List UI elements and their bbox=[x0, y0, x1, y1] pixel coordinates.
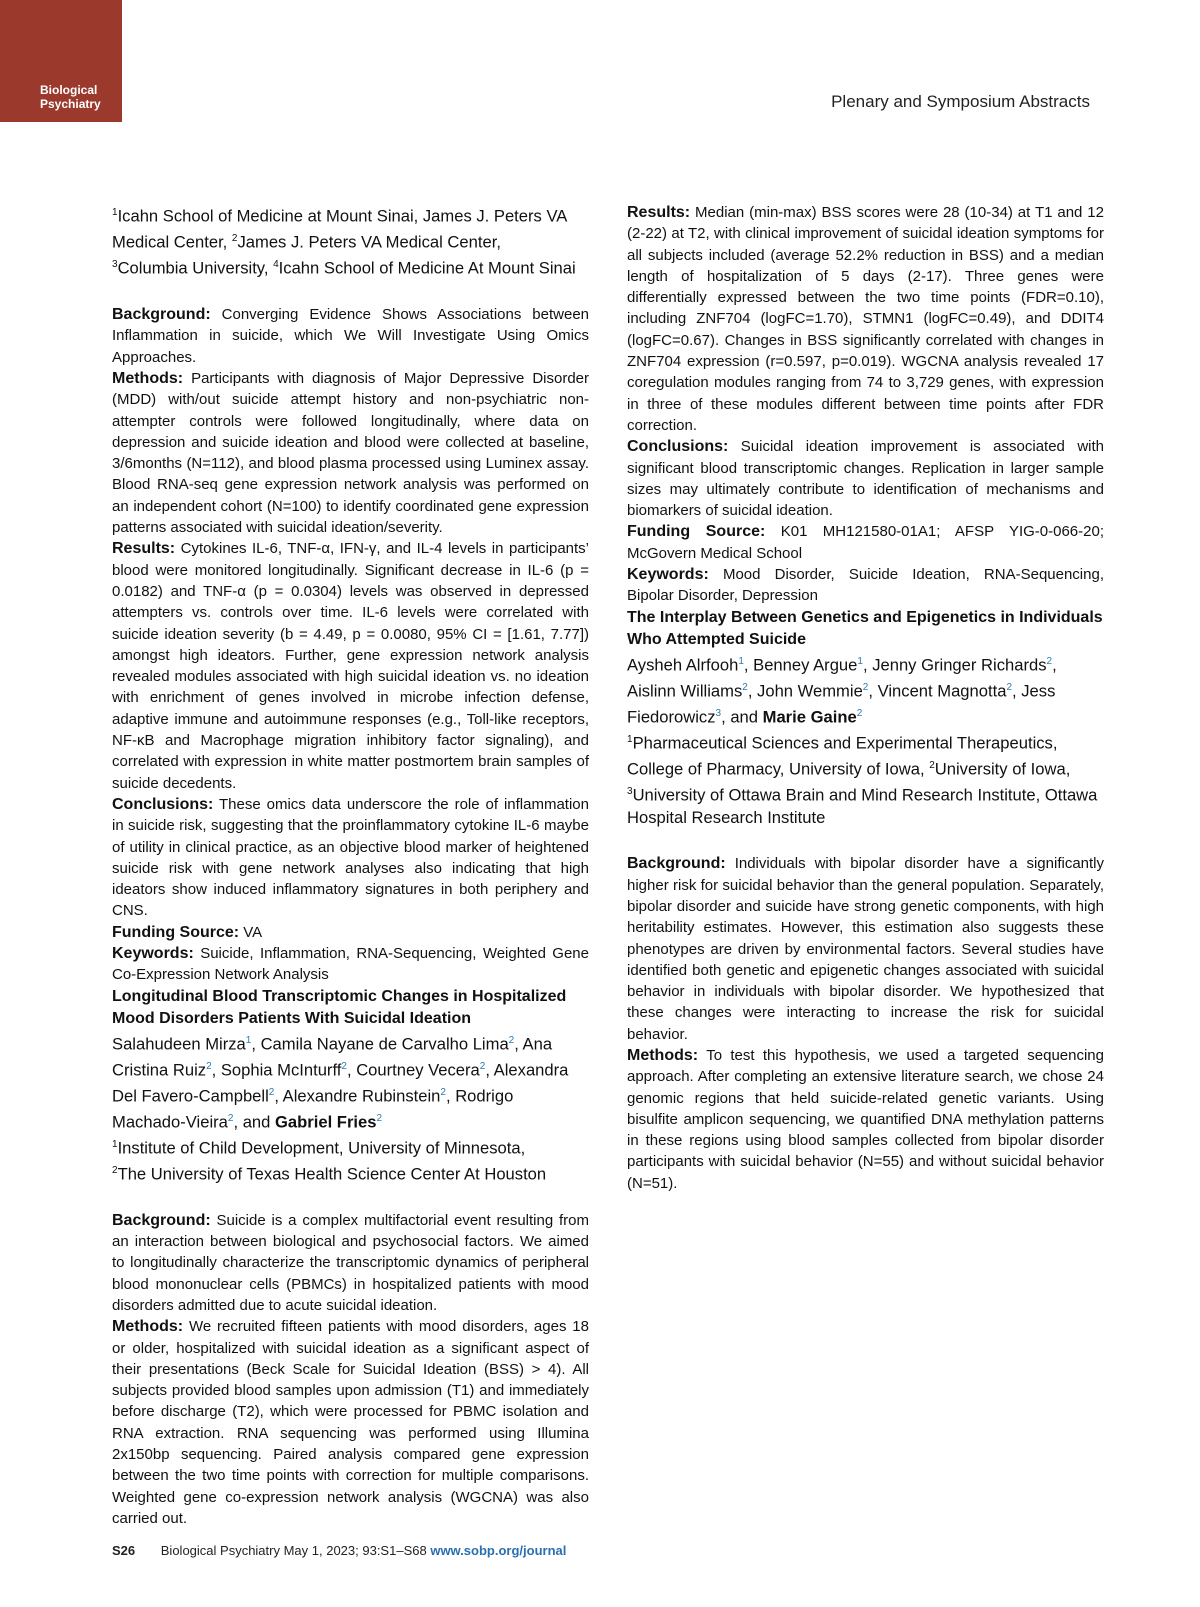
abstract3-author-name: Marie Gaine bbox=[762, 707, 857, 727]
abstract1-aff-1: Icahn School of Medicine at Mount Sinai, James J. Peters VA Medical Center, bbox=[112, 206, 567, 252]
abstract3-author-affiliation-marker: 2 bbox=[742, 681, 748, 693]
abstract3-author-affiliation-marker: 1 bbox=[857, 655, 863, 667]
abstract2-author-separator: , bbox=[274, 1086, 283, 1106]
abstract3-methods bbox=[627, 1045, 1104, 1194]
page-footer bbox=[112, 1543, 566, 1558]
abstract2-funding-text: K01 MH121580-01A1; AFSP YIG-0-066-20; McGovern Medical School bbox=[627, 523, 1104, 562]
section-header: Plenary and Symposium Abstracts bbox=[831, 92, 1090, 111]
methods-label: Methods: bbox=[627, 1047, 699, 1064]
abstract2-background bbox=[112, 1210, 589, 1316]
journal-logo-badge bbox=[0, 0, 122, 122]
abstract1-background bbox=[112, 304, 589, 368]
abstract3-author-separator: , bbox=[1052, 655, 1057, 675]
abstract2-keywords-text: Mood Disorder, Suicide Ideation, RNA-Sequencing, Bipolar Disorder, Depression bbox=[627, 566, 1104, 605]
abstract3-author-separator: , bbox=[747, 681, 758, 701]
abstract3-author-separator: , bbox=[1012, 681, 1022, 701]
abstract2-conclusions bbox=[627, 436, 1104, 521]
abstract1-keywords bbox=[112, 943, 589, 986]
abstract2-author-separator: , bbox=[211, 1060, 221, 1080]
abstract2-author-separator: , bbox=[445, 1086, 456, 1106]
abstract3-author-affiliation-marker: 2 bbox=[1046, 655, 1053, 667]
methods-label: Methods: bbox=[112, 369, 184, 387]
page-number: S26 bbox=[112, 1543, 136, 1558]
abstract3-author-name: Vincent Magnotta bbox=[877, 681, 1007, 701]
abstract2-author-separator: , bbox=[485, 1060, 494, 1080]
abstract3-author-separator: , bbox=[862, 655, 873, 675]
abstract1-methods bbox=[112, 368, 589, 538]
abstract2-author-affiliation-marker: 2 bbox=[440, 1086, 446, 1098]
abstract2-author-name: Alexandre Rubinstein bbox=[282, 1086, 441, 1106]
abstract3-background bbox=[627, 853, 1104, 1045]
abstract1-conclusions-text: These omics data underscore the role of inflammation in suicide risk, suggesting that the proinflammatory cytokine IL-6 maybe of utility in clinical practice, as an objective blood marker of heightened suicide risk with gene network analyses also indicating that high ideators show induced inflammatory signatures in both periphery and CNS. bbox=[112, 795, 589, 920]
abstract2-results bbox=[627, 202, 1104, 436]
abstract2-author-name: Gabriel Fries bbox=[275, 1112, 377, 1132]
abstract3-authors bbox=[627, 651, 1104, 729]
left-column bbox=[112, 202, 589, 1529]
journal-url-link[interactable]: www.sobp.org/journal bbox=[430, 1543, 567, 1558]
abstract3-methods-text: To test this hypothesis, we used a targeted sequencing approach. After completing an extensive literature search, we chose 24 genomic regions that held suicide-related genetic variants. Using bisulfite amplicon sequencing, we quantified DNA methylation patterns in these regions using blood samples collected from bipolar disorder participants with suicidal behavior (N=55) and without suicidal behavior (N=51). bbox=[627, 1047, 1104, 1192]
abstract2-author-separator: , bbox=[346, 1060, 357, 1080]
background-label: Background: bbox=[627, 855, 726, 873]
abstract2-affiliations: $^1$Institute of Child Development, University of Minnesota, $^2$The University of Texas Health Science Center At Houston bbox=[112, 1138, 547, 1184]
abstract2-author-affiliation-marker: 2 bbox=[479, 1060, 486, 1072]
abstract3-aff-1: Pharmaceutical Sciences and Experimental Therapeutics, College of Pharmacy, University of Iowa, bbox=[627, 733, 1058, 779]
abstract2-author-affiliation-marker: 2 bbox=[227, 1112, 234, 1124]
abstract2-author-affiliation-marker: 2 bbox=[376, 1112, 383, 1124]
abstract2-results-text: Median (min-max) BSS scores were 28 (10-34) at T1 and 12 (2-22) at T2, with clinical improvement of suicidal ideation symptoms for all subjects included (average 52.2% reduction in BSS) and a median length of hospitalization of 5 days (2-17). Three genes were differentially expressed between the two time points (FDR=0.10), including ZNF704 (logFC=1.70), STMN1 (logFC=0.49), and DDIT4 (logFC=0.67). Changes in BSS significantly correlated with changes in ZNF704 expression (r=0.597, p=0.019). WGCNA analysis revealed 17 coregulation modules ranging from 74 to 3,729 genes, with expression in three of these modules different between time points after FDR correction. bbox=[627, 204, 1104, 434]
keywords-label: Keywords: bbox=[627, 566, 709, 584]
abstract2-author-name: Alexandra Del Favero-Campbell bbox=[112, 1060, 569, 1106]
conclusions-label: Conclusions: bbox=[112, 795, 214, 813]
abstract1-funding bbox=[112, 922, 589, 943]
abstract3-author-separator: , bbox=[743, 655, 754, 675]
abstract1-results bbox=[112, 538, 589, 794]
results-label: Results: bbox=[627, 204, 691, 221]
abstract3-author-name: Aislinn Williams bbox=[627, 681, 743, 701]
abstract3-author-name: Aysheh Alrfooh bbox=[627, 655, 739, 675]
abstract2-author-affiliation-marker: 2 bbox=[341, 1060, 347, 1072]
abstract1-aff-3: Columbia University, bbox=[117, 258, 274, 278]
abstract1-conclusions bbox=[112, 794, 589, 922]
abstract3-aff-2: University of Iowa, bbox=[934, 759, 1071, 779]
methods-label: Methods: bbox=[112, 1318, 184, 1336]
abstract2-author-name: Courtney Vecera bbox=[356, 1060, 480, 1080]
abstract1-results-text: Cytokines IL-6, TNF-α, IFN-γ, and IL-4 levels in participants’ blood were monitored longitudinally. Significant decrease in IL-6 (p = 0.0182) and TNF-α (p = 0.0304) levels was observed in depressed attempters vs. controls over time. IL-6 levels were correlated with suicide ideation severity (b = 4.49, p = 0.0080, 95% CI = [1.61, 7.77]) amongst high ideators. Further, gene expression network analysis revealed modules associated with high suicidal ideation vs. no ideation with enrichment of genes involved in microbe infection defense, adaptive immune and autoimmune responses (e.g., Toll-like receptors, NF-κB and Macrophage migration inhibitory factor signaling), and correlated with expression in white matter postmortem brain samples of suicide decedents. bbox=[112, 540, 590, 792]
abstract3-aff-3: University of Ottawa Brain and Mind Research Institute, Ottawa Hospital Research Institute bbox=[627, 785, 1098, 827]
abstract2-keywords bbox=[627, 564, 1104, 607]
abstract2-author-separator: , and bbox=[233, 1112, 276, 1132]
abstract1-keywords-text: Suicide, Inflammation, RNA-Sequencing, Weighted Gene Co-Expression Network Analysis bbox=[112, 945, 589, 984]
right-column bbox=[627, 202, 1104, 1194]
abstract2-author-affiliation-marker: 2 bbox=[268, 1086, 275, 1098]
abstract3-author-name: Benney Argue bbox=[753, 655, 858, 675]
abstract2-author-name: Camila Nayane de Carvalho Lima bbox=[260, 1034, 509, 1054]
funding-label: Funding Source: bbox=[627, 523, 766, 541]
abstract2-title: Longitudinal Blood Transcriptomic Changes in Hospitalized Mood Disorders Patients With Suicidal Ideation bbox=[112, 987, 567, 1027]
abstract2-author-affiliation-marker: 2 bbox=[508, 1034, 515, 1046]
abstract2-aff-2: The University of Texas Health Science Center At Houston bbox=[117, 1164, 547, 1184]
funding-label: Funding Source: bbox=[112, 923, 240, 941]
abstract1-methods-text: Participants with diagnosis of Major Depressive Disorder (MDD) with/out suicide attempt history and non-psychiatric non-attempter controls were followed longitudinally, where data on depression and suicide ideation and blood were collected at baseline, 3/6months (N=112), and blood plasma processed using Luminex assay. Blood RNA-seq gene expression network analysis was performed on an independent cohort (N=100) to identify coordinated gene expression patterns associated with suicidal ideation/severity. bbox=[112, 369, 589, 537]
abstract3-author-affiliation-marker: 2 bbox=[862, 681, 869, 693]
abstract3-background-text: Individuals with bipolar disorder have a significantly higher risk for suicidal behavior than the general population. Separately, bipolar disorder and suicide have strong genetic components, with high heritability estimates. However, this estimation also suggests these phenotypes are driven by environmental factors. Several studies have identified both genetic and epigenetic changes associated with suicidal behavior in individuals with bipolar disorder. We hypothesized that these changes were interacting to increase the risk for suicidal behavior. bbox=[627, 855, 1104, 1043]
abstract2-author-name: Rodrigo Machado-Vieira bbox=[112, 1086, 514, 1132]
abstract2-author-name: Salahudeen Mirza bbox=[112, 1034, 246, 1054]
conclusions-label: Conclusions: bbox=[627, 438, 729, 456]
abstract2-conclusions-text: Suicidal ideation improvement is associated with significant blood transcriptomic changes. Replication in larger sample sizes may ultimately contribute to identification of mechanisms and biomarkers of suicidal ideation. bbox=[627, 438, 1105, 520]
background-label: Background: bbox=[112, 306, 211, 324]
abstract2-author-affiliation-marker: 1 bbox=[245, 1034, 252, 1046]
abstract2-methods-text: We recruited fifteen patients with mood disorders, ages 18 or older, hospitalized with suicidal ideation as a significant aspect of their presentations (Beck Scale for Suicidal Ideation (BSS) > 4). All subjects provided blood samples upon admission (T1) and immediately before discharge (T2), which were processed for PBMC isolation and RNA extraction. RNA sequencing was performed using Illumina 2x150bp sequencing. Paired analysis compared gene expression between the two time points with correction for multiple comparisons. Weighted gene co-expression network analysis (WGCNA) was also carried out. bbox=[112, 1318, 589, 1527]
abstract2-author-separator: , bbox=[514, 1034, 523, 1054]
results-label: Results: bbox=[112, 540, 176, 558]
abstract1-background-text: Converging Evidence Shows Associations between Inflammation in suicide, which We Will Investigate Using Omics Approaches. bbox=[112, 306, 590, 366]
abstract1-aff-4: Icahn School of Medicine At Mount Sinai bbox=[278, 258, 576, 278]
keywords-label: Keywords: bbox=[112, 945, 194, 962]
abstract3-author-name: John Wemmie bbox=[757, 681, 863, 701]
abstract3-title: The Interplay Between Genetics and Epigenetics in Individuals Who Attempted Suicide bbox=[627, 608, 1103, 648]
abstract2-author-separator: , bbox=[251, 1034, 261, 1054]
abstract2-author-name: Sophia McInturff bbox=[220, 1060, 342, 1080]
abstract2-background-text: Suicide is a complex multifactorial event resulting from an interaction between biological and psychosocial factors. We aimed to longitudinally characterize the transcriptomic dynamics of peripheral blood mononuclear cells (PBMCs) in hospitalized patients with mood disorders admitted due to acute suicidal ideation. bbox=[112, 1211, 590, 1314]
abstract3-author-affiliation-marker: 3 bbox=[715, 707, 722, 719]
abstract3-author-name: Jenny Gringer Richards bbox=[872, 655, 1047, 675]
abstract2-author-affiliation-marker: 2 bbox=[206, 1060, 212, 1072]
abstract2-aff-1: Institute of Child Development, University of Minnesota, bbox=[117, 1138, 526, 1158]
abstract2-authors bbox=[112, 1030, 589, 1134]
abstract1-affiliations: $^1$Icahn School of Medicine at Mount Sinai, James J. Peters VA Medical Center, $^2$James J. Peters VA Medical Center, $^3$Columbia University, $^4$Icahn School of Medicine At Mount Sinai bbox=[112, 206, 576, 278]
abstract1-aff-2: James J. Peters VA Medical Center, bbox=[237, 232, 501, 252]
abstract3-author-separator: , bbox=[868, 681, 878, 701]
abstract2-funding bbox=[627, 521, 1104, 564]
abstract1-funding-text: VA bbox=[243, 923, 263, 941]
abstract3-author-affiliation-marker: 2 bbox=[856, 707, 863, 719]
background-label: Background: bbox=[112, 1211, 211, 1229]
abstract3-affiliations: $^1$Pharmaceutical Sciences and Experimental Therapeutics, College of Pharmacy, University of Iowa, $^2$University of Iowa, $^3$University of Ottawa Brain and Mind Research Institute, Ottawa Hospital Research Institute bbox=[627, 733, 1098, 827]
journal-badge-line1: Biological bbox=[40, 83, 98, 97]
abstract3-author-affiliation-marker: 2 bbox=[1006, 681, 1013, 693]
abstract3-author-separator: , and bbox=[721, 707, 763, 727]
abstract3-author-name: Jess Fiedorowicz bbox=[627, 681, 1056, 727]
journal-badge-line2: Psychiatry bbox=[40, 97, 101, 111]
abstract2-methods bbox=[112, 1316, 589, 1529]
footer-citation: Biological Psychiatry May 1, 2023; 93:S1–S68 bbox=[160, 1543, 427, 1558]
abstract3-author-affiliation-marker: 1 bbox=[738, 655, 744, 667]
abstract2-author-name: Ana Cristina Ruiz bbox=[112, 1034, 553, 1080]
